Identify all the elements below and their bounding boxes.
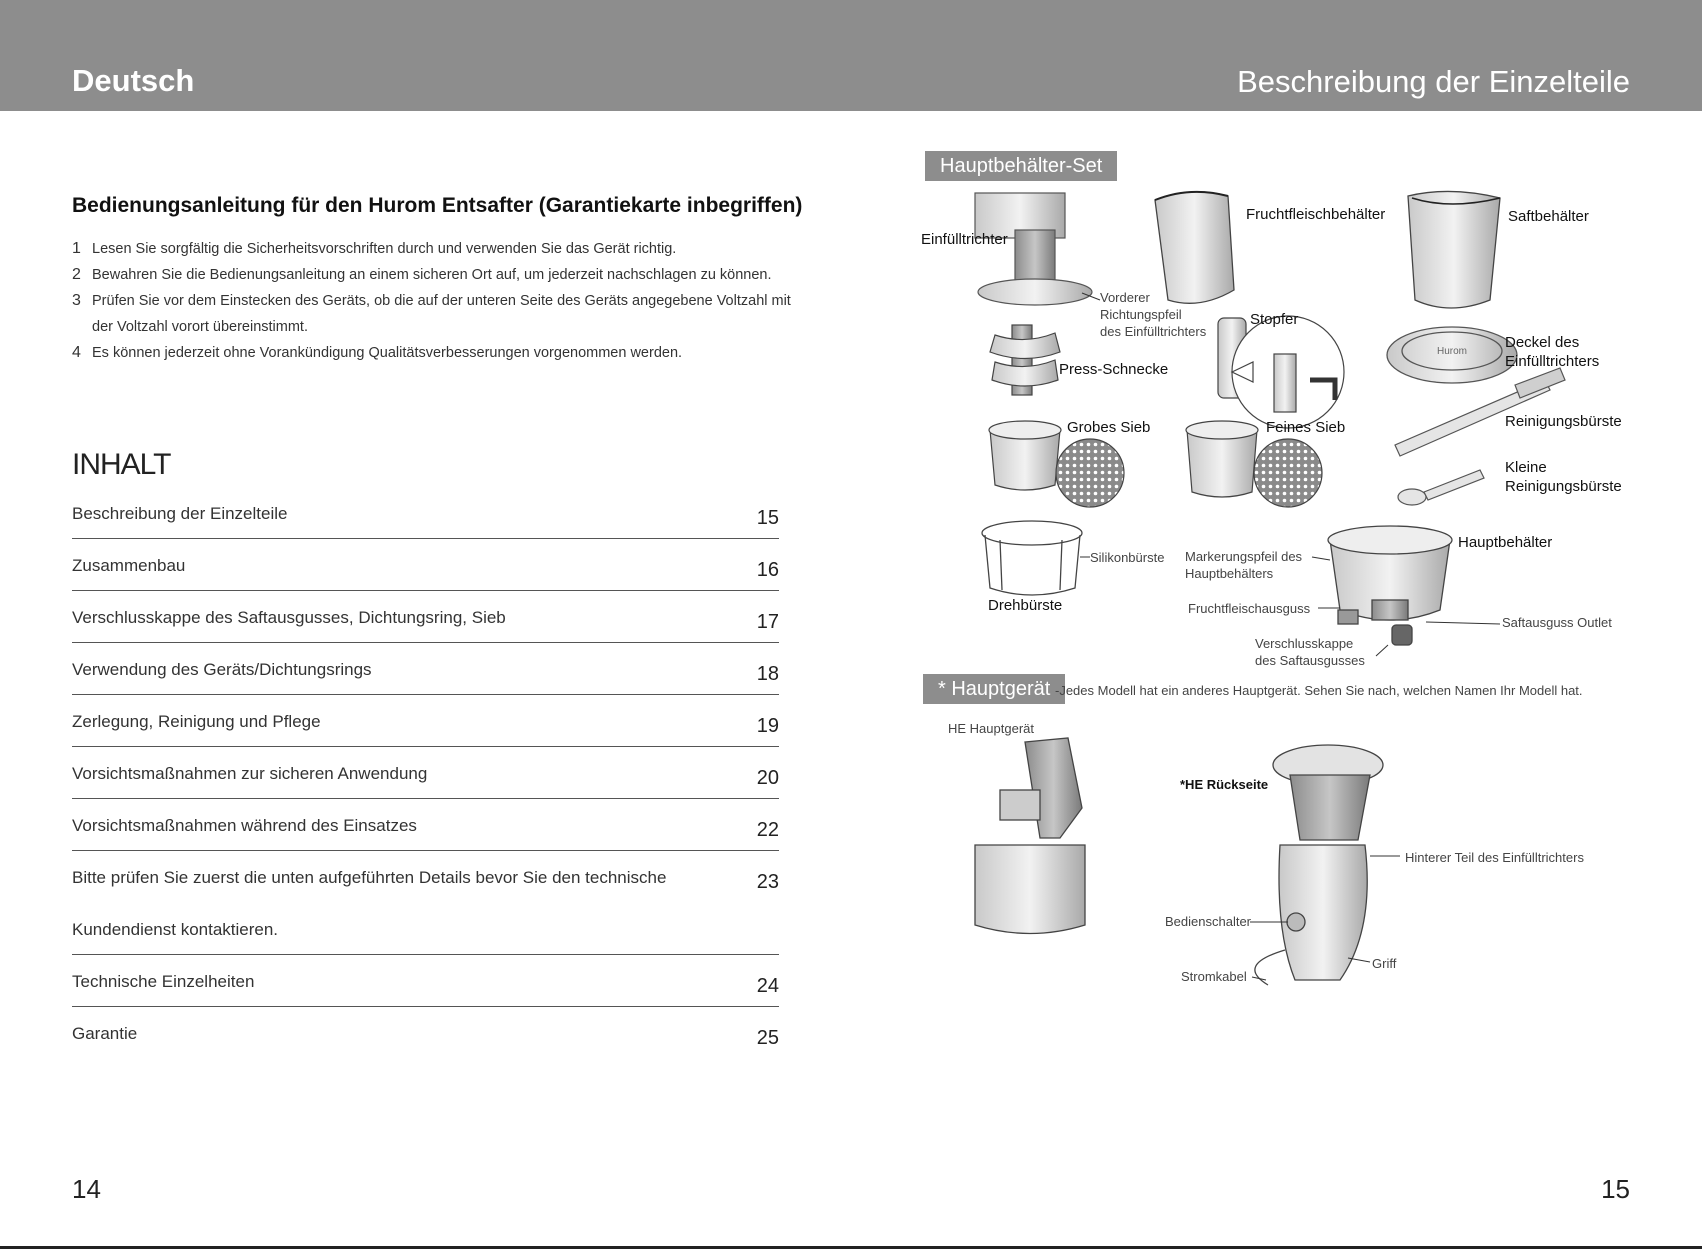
- label-kleine: Kleine: [1505, 459, 1547, 476]
- toc-page: 20: [756, 767, 779, 789]
- label-stromkabel: Stromkabel: [1181, 969, 1247, 984]
- motor-base-illustration: [975, 738, 1085, 934]
- label-reinigungsbuerste: Reinigungsbürste: [1505, 413, 1622, 430]
- main-bowl-illustration: [1328, 526, 1452, 645]
- hurom-logo: Hurom: [1437, 346, 1468, 357]
- label-hauptbehaelter: Hauptbehälter: [1458, 534, 1553, 551]
- toc-page: 24: [756, 975, 779, 997]
- label-kleine-2: Reinigungsbürste: [1505, 478, 1622, 495]
- label-saftbehaelter: Saftbehälter: [1508, 208, 1589, 225]
- toc-label: Vorsichtsmaßnahmen zur sicheren Anwendung: [72, 764, 428, 783]
- label-des-einfuelltrichters: des Einfülltrichters: [1100, 324, 1207, 339]
- main-unit-note: -Jedes Modell hat ein anderes Hauptgerät. Sehen Sie nach, welchen Namen Ihr Modell hat.: [1055, 683, 1583, 698]
- toc-label: Zerlegung, Reinigung und Pflege: [72, 712, 321, 731]
- pusher-illustration: [1218, 316, 1344, 428]
- toc-page: 18: [756, 663, 779, 685]
- label-einfuelltrichter: Einfülltrichter: [921, 231, 1008, 248]
- page-number-left: 14: [72, 1174, 101, 1204]
- language-label: Deutsch: [72, 63, 195, 98]
- intro-item: 4 Es können jederzeit ohne Vorankündigung Qualitätsverbesserungen vorgenommen werden.: [72, 344, 683, 361]
- toc-label: Technische Einzelheiten: [72, 972, 255, 991]
- label-fruchtfleischbehaelter: Fruchtfleischbehälter: [1246, 206, 1386, 223]
- toc-label: Vorsichtsmaßnahmen während des Einsatzes: [72, 816, 417, 835]
- label-drehbuerste: Drehbürste: [988, 597, 1063, 614]
- cleaning-brush-illustration: [1395, 368, 1565, 456]
- intro-item: 2 Bewahren Sie die Bedienungsanleitung an einem sicheren Ort auf, um jederzeit nachschlagen zu können.: [72, 266, 772, 283]
- intro-item: 1 Lesen Sie sorgfältig die Sicherheitsvorschriften durch und verwenden Sie das Gerät richtig.: [72, 240, 677, 257]
- toc-page: 25: [756, 1027, 779, 1049]
- label-saftausguss-outlet: Saftausguss Outlet: [1502, 615, 1612, 630]
- manual-title: Bedienungsanleitung für den Hurom Entsafter (Garantiekarte inbegriffen): [72, 194, 803, 217]
- toc-label: Bitte prüfen Sie zuerst die unten aufgeführten Details bevor Sie den technische: [72, 868, 667, 887]
- rotating-brush-illustration: [982, 521, 1082, 595]
- label-hinterer-teil: Hinterer Teil des Einfülltrichters: [1405, 850, 1584, 865]
- label-silikonbuerste: Silikonbürste: [1090, 550, 1165, 565]
- toc-label: Zusammenbau: [72, 556, 186, 575]
- label-verschlusskappe-2: des Saftausgusses: [1255, 653, 1365, 668]
- tag-main-container-set: Hauptbehälter-Set: [925, 151, 1117, 181]
- toc-page: 17: [756, 611, 779, 633]
- screw-illustration: [990, 325, 1060, 395]
- label-he-rueckseite: *HE Rückseite: [1180, 777, 1269, 792]
- toc-page: 23: [756, 871, 779, 893]
- toc-page: 15: [756, 507, 779, 529]
- label-markierung: Markerungspfeil des: [1185, 549, 1303, 564]
- label-deckel: Deckel des: [1505, 334, 1580, 351]
- toc-label-continued: Kundendienst kontaktieren.: [72, 920, 279, 939]
- tag-main-unit: * Hauptgerät: [923, 674, 1065, 704]
- label-press-schnecke: Press-Schnecke: [1059, 361, 1169, 378]
- juice-container-illustration: [1408, 191, 1500, 308]
- label-verschlusskappe: Verschlusskappe: [1255, 636, 1354, 651]
- toc-page: 19: [756, 715, 779, 737]
- section-title: Beschreibung der Einzelteile: [1237, 64, 1630, 99]
- toc-label: Verwendung des Geräts/Dichtungsrings: [72, 660, 372, 679]
- label-bedienschalter: Bedienschalter: [1165, 914, 1251, 929]
- motor-base-rear-illustration: [1255, 745, 1383, 985]
- label-stopfer: Stopfer: [1250, 311, 1299, 328]
- intro-item: 3 Prüfen Sie vor dem Einstecken des Geräts, ob die auf der unteren Seite des Geräts angegebene Voltzahl mit der Voltzahl vorort übereinstimmt.: [72, 292, 791, 335]
- label-griff: Griff: [1372, 956, 1397, 971]
- toc-page: 16: [756, 559, 779, 581]
- toc-page: 22: [756, 819, 779, 841]
- label-fruchtfleischausguss: Fruchtfleischausguss: [1188, 601, 1311, 616]
- toc-label: Garantie: [72, 1024, 138, 1043]
- label-grobes-sieb: Grobes Sieb: [1067, 419, 1151, 436]
- label-he-hauptgeraet: HE Hauptgerät: [948, 721, 1034, 736]
- small-brush-illustration: [1398, 470, 1484, 505]
- toc-title: INHALT: [72, 448, 171, 481]
- toc-label: Verschlusskappe des Saftausgusses, Dichtungsring, Sieb: [72, 608, 506, 627]
- label-markierung-2: Hauptbehälters: [1185, 566, 1274, 581]
- label-feines-sieb: Feines Sieb: [1266, 419, 1346, 436]
- toc-label: Beschreibung der Einzelteile: [72, 504, 288, 523]
- label-richtungspfeil: Richtungspfeil: [1100, 307, 1182, 322]
- label-deckel-2: Einfülltrichters: [1505, 353, 1600, 370]
- pulp-container-illustration: [1155, 192, 1234, 304]
- page-number-right: 15: [1601, 1174, 1630, 1204]
- label-vorderer: Vorderer: [1100, 290, 1150, 305]
- hopper-illustration: [975, 193, 1092, 305]
